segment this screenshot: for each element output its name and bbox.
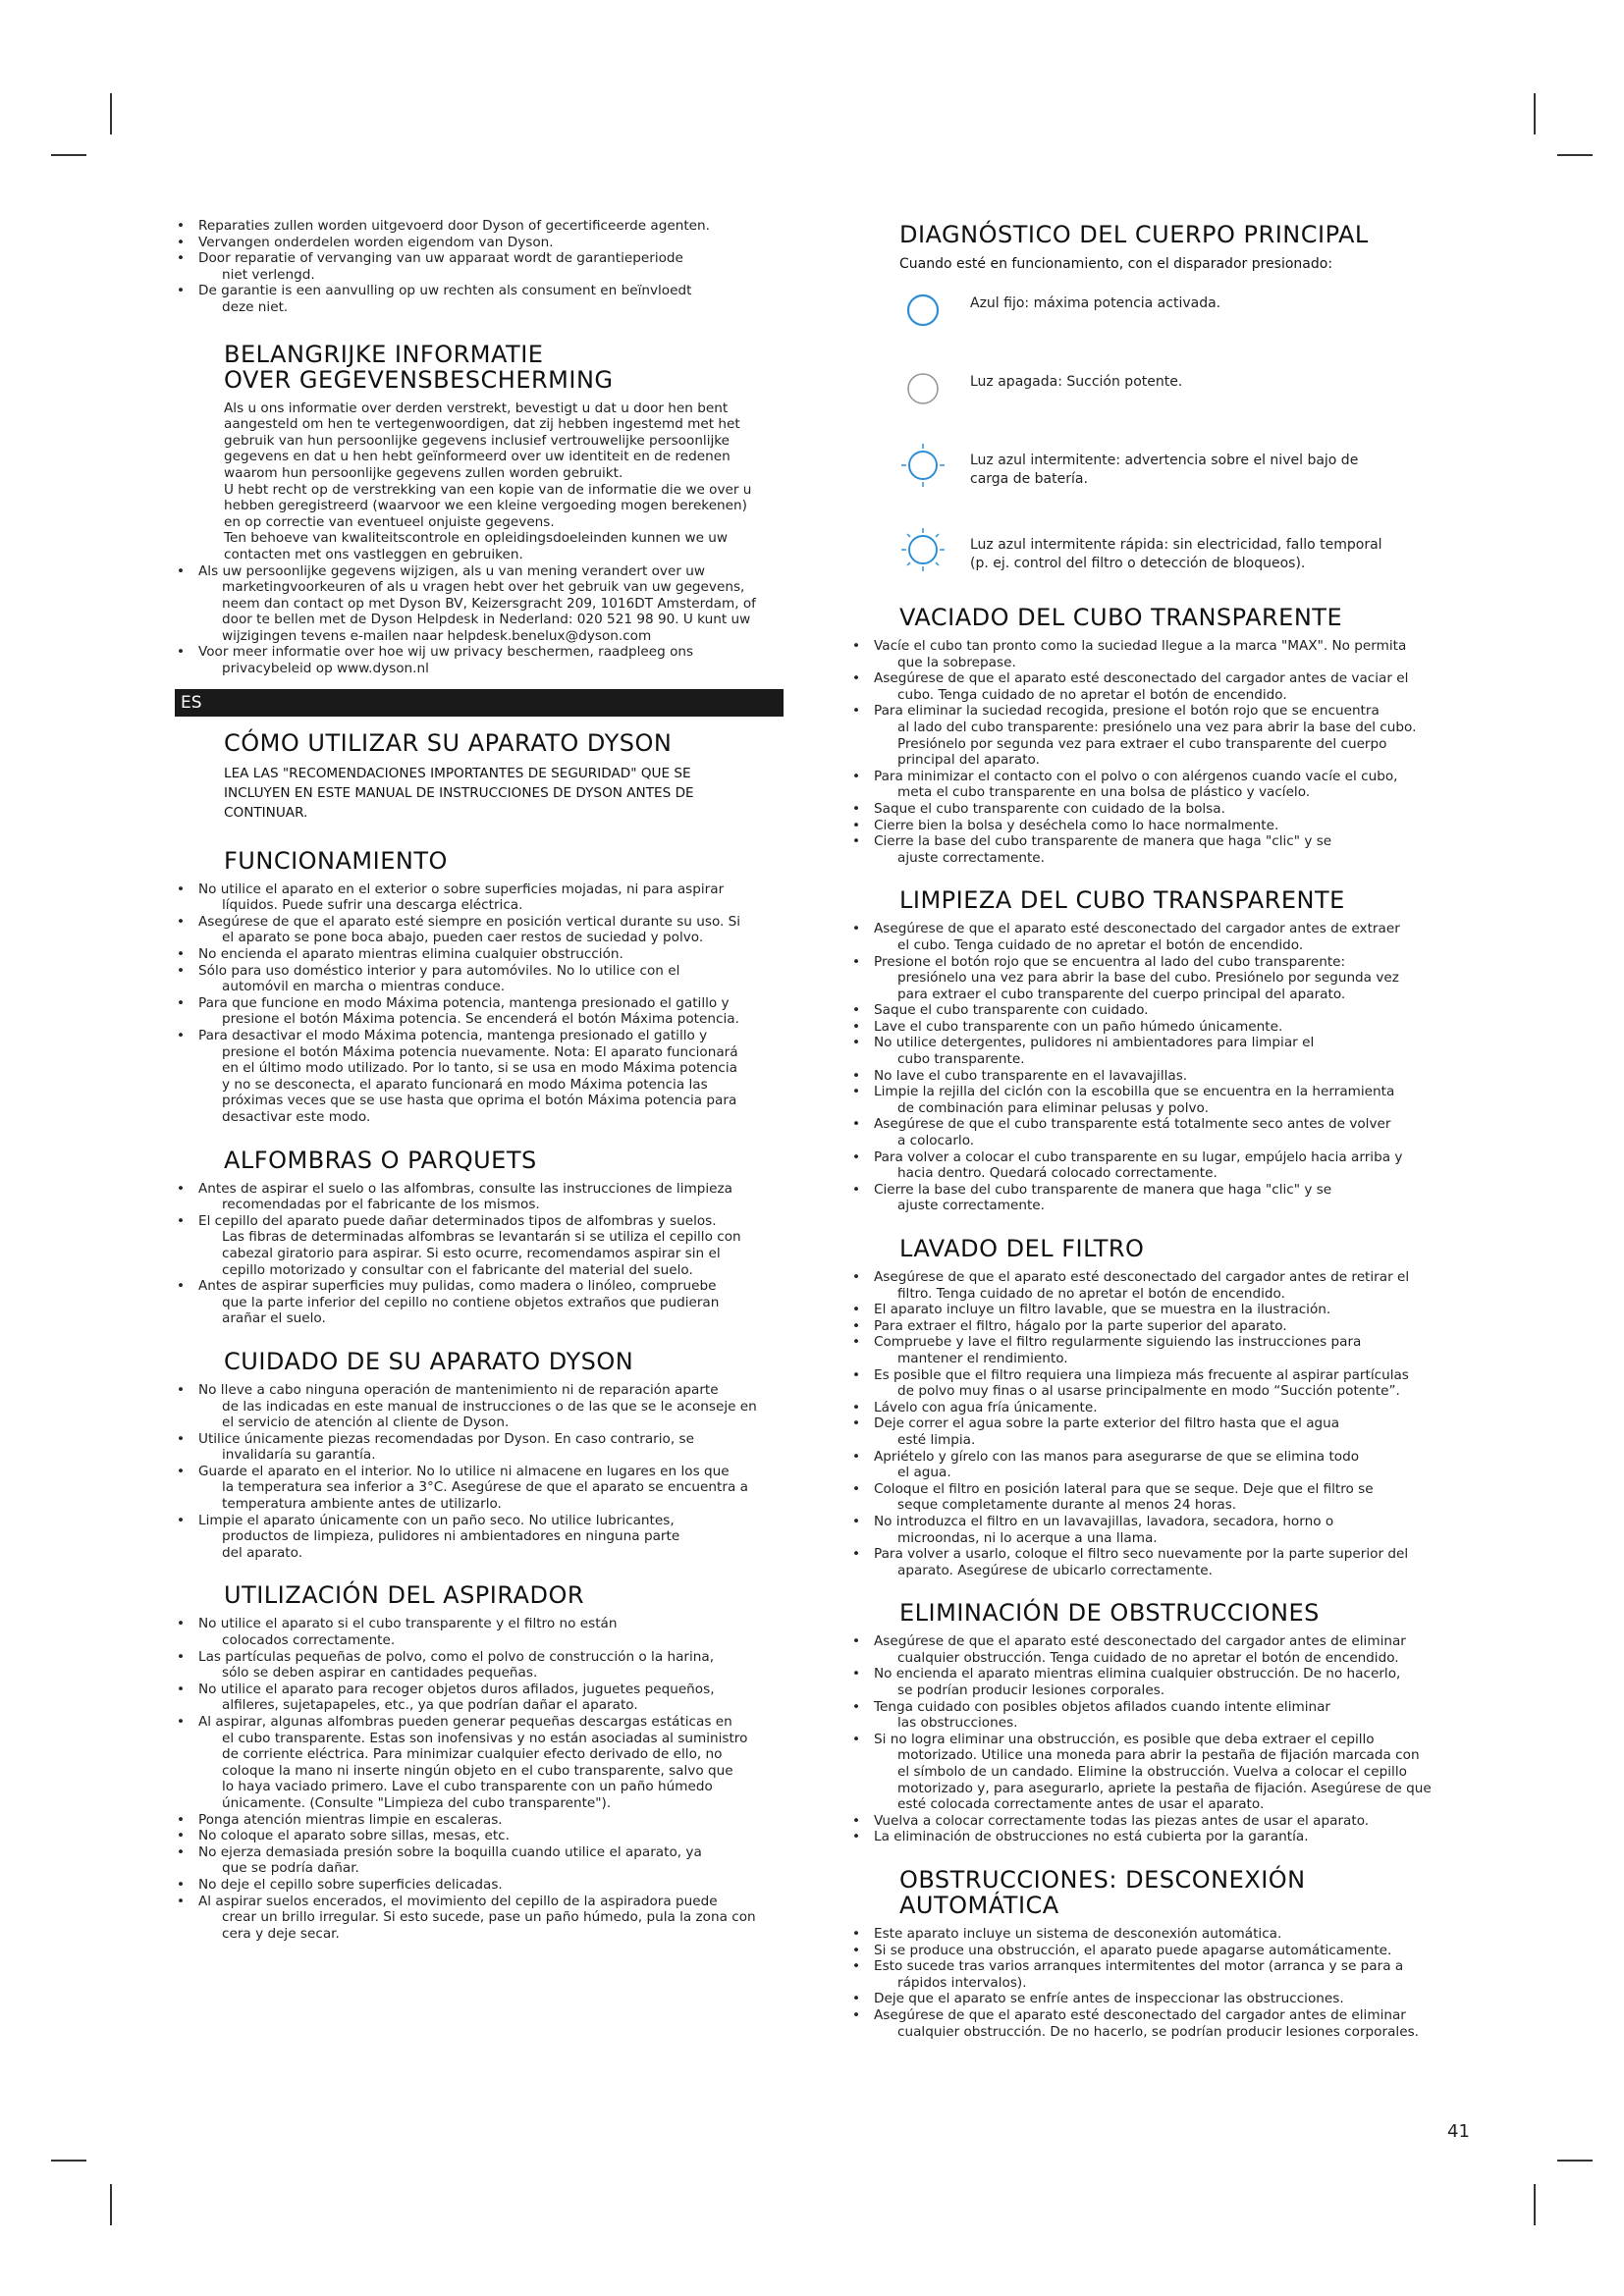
obstrucciones-heading-text: OBSTRUCCIONES: DESCONEXIÓN AUTOMÁTICA bbox=[899, 1866, 1306, 1919]
obstrucciones-heading bbox=[899, 1867, 1459, 1918]
privacy-list bbox=[175, 563, 784, 677]
eliminacion-heading bbox=[899, 1600, 1459, 1626]
warranty-list bbox=[175, 218, 784, 316]
eliminacion-list bbox=[850, 1633, 1459, 1845]
list-item-text: • No lleve a cabo ninguna operación de mantenimiento ni de reparación aparte bbox=[198, 1381, 719, 1398]
list-item-text: • La eliminación de obstrucciones no está cubierta por la garantía. bbox=[874, 1829, 1309, 1845]
crop-mark bbox=[1534, 93, 1536, 134]
list-item-text: • Vuelva a colocar correctamente todas las piezas antes de usar el aparato. bbox=[874, 1812, 1370, 1829]
paragraph-line: waarom hun persoonlijke gegevens zullen worden gebruikt. bbox=[224, 464, 623, 481]
list-item bbox=[850, 818, 1459, 834]
list-item bbox=[850, 1958, 1459, 1991]
paragraph-line: U hebt recht op de verstrekking van een kopie van de informatie die we over u bbox=[224, 481, 752, 498]
cuidado-heading-text: CUIDADO DE SU APARATO DYSON bbox=[224, 1347, 634, 1375]
list-item bbox=[175, 1828, 784, 1844]
list-item-text: • No encienda el aparato mientras elimina cualquier obstrucción. De no hacerlo, bbox=[874, 1666, 1401, 1682]
list-item bbox=[850, 1182, 1459, 1214]
obstrucciones-list bbox=[850, 1926, 1459, 2040]
list-item bbox=[850, 1991, 1459, 2007]
list-item bbox=[850, 1415, 1459, 1448]
list-item-text: • No coloque el aparato sobre sillas, mesas, etc. bbox=[198, 1828, 510, 1844]
list-item bbox=[175, 914, 784, 946]
list-item bbox=[175, 1877, 784, 1894]
list-item-continuation: deze niet. bbox=[222, 298, 289, 315]
list-item-text: • Si se produce una obstrucción, el aparato puede apagarse automáticamente. bbox=[874, 1942, 1392, 1958]
list-item-text: • Tenga cuidado con posibles objetos afilados cuando intente eliminar bbox=[874, 1698, 1331, 1715]
list-item-text: • Para volver a usarlo, coloque el filtro seco nuevamente por la parte superior del bbox=[874, 1546, 1409, 1563]
list-item-text: • No utilice el aparato para recoger objetos duros afilados, juguetes pequeños, bbox=[198, 1681, 715, 1697]
list-item bbox=[850, 1546, 1459, 1578]
crop-mark bbox=[1557, 154, 1593, 156]
list-item bbox=[850, 1699, 1459, 1732]
vaciado-heading bbox=[899, 605, 1459, 630]
list-item-text: • Als uw persoonlijke gegevens wijzigen, als u van mening verandert over uw bbox=[198, 562, 705, 579]
off-circle-icon bbox=[899, 365, 947, 412]
list-item-text: • Door reparatie of vervanging van uw apparaat wordt de garantieperiode bbox=[198, 250, 683, 267]
list-item bbox=[175, 1464, 784, 1513]
list-item bbox=[175, 1513, 784, 1562]
list-item-continuation: presione el botón Máxima potencia nuevamente. Nota: El aparato funcionará en el último modo utilizado. Por lo tanto, si se usa en modo Máxima potencia y no se desconecta, el aparato funcionará en modo Máxima potencia las próximas veces que se use hasta que oprima el botón Máxima potencia para desactivar este modo. bbox=[222, 1043, 738, 1125]
list-item-continuation: esté limpia. bbox=[897, 1431, 976, 1448]
diagnostic-solid-blue bbox=[899, 287, 1459, 365]
list-item bbox=[850, 921, 1459, 953]
list-item-text: • De garantie is een aanvulling op uw rechten als consument en beïnvloedt bbox=[198, 283, 692, 299]
list-item-continuation: líquidos. Puede sufrir una descarga eléctrica. bbox=[222, 897, 523, 914]
list-item bbox=[850, 1149, 1459, 1182]
right-column bbox=[850, 218, 1459, 2040]
list-item-continuation: la temperatura sea inferior a 3°C. Asegúrese de que el aparato se encuentra a temperatura ambiente antes de utilizarlo. bbox=[222, 1479, 748, 1513]
list-item bbox=[850, 1084, 1459, 1116]
list-item bbox=[175, 1616, 784, 1648]
list-item-text: • Para desactivar el modo Máxima potencia, mantenga presionado el gatillo y bbox=[198, 1028, 708, 1043]
list-item-text: • Voor meer informatie over hoe wij uw privacy beschermen, raadpleeg ons bbox=[198, 644, 694, 661]
list-item-text: • No encienda el aparato mientras elimina cualquier obstrucción. bbox=[198, 946, 623, 963]
list-item-continuation: al lado del cubo transparente: presiónelo una vez para abrir la base del cubo. Presiónelo por segunda vez para extraer el cubo transparente del cuerpo principal del aparato. bbox=[897, 719, 1417, 769]
utilizacion-heading bbox=[224, 1582, 784, 1608]
list-item bbox=[850, 1732, 1459, 1813]
list-item-text: • No utilice el aparato en el exterior o sobre superficies mojadas, ni para aspirar bbox=[198, 881, 725, 897]
list-item-text: • Deje que el aparato se enfríe antes de inspeccionar las obstrucciones. bbox=[874, 1991, 1344, 2007]
list-item bbox=[850, 1334, 1459, 1366]
list-item bbox=[175, 1714, 784, 1812]
privacy-text bbox=[224, 400, 784, 563]
paragraph-line: contacten met ons vastleggen en gebruiken. bbox=[224, 546, 523, 562]
list-item bbox=[175, 995, 784, 1028]
list-item bbox=[175, 1894, 784, 1943]
list-item bbox=[850, 1068, 1459, 1085]
list-item-text: • Asegúrese de que el aparato esté desconectado del cargador antes de eliminar bbox=[874, 1633, 1406, 1650]
list-item-text: • Esto sucede tras varios arranques intermitentes del motor (arranca y se para a bbox=[874, 1958, 1404, 1975]
list-item bbox=[175, 1278, 784, 1327]
list-item-text: • Lave el cubo transparente con un paño húmedo únicamente. bbox=[874, 1018, 1283, 1035]
list-item bbox=[175, 218, 784, 235]
list-item-continuation: colocados correctamente. bbox=[222, 1632, 396, 1649]
paragraph-line: Ten behoeve van kwaliteitscontrole en opleidingsdoeleinden kunnen we uw bbox=[224, 530, 728, 547]
list-item-text: • Utilice únicamente piezas recomendadas por Dyson. En caso contrario, se bbox=[198, 1430, 694, 1447]
list-item-text: • Deje correr el agua sobre la parte exterior del filtro hasta que el agua bbox=[874, 1415, 1340, 1432]
list-item-continuation: crear un brillo irregular. Si esto sucede, pase un paño húmedo, pula la zona con cera y deje secar. bbox=[222, 1909, 756, 1942]
limpieza-list bbox=[850, 921, 1459, 1214]
list-item bbox=[175, 1812, 784, 1829]
list-item-text: • Saque el cubo transparente con cuidado de la bolsa. bbox=[874, 800, 1225, 817]
list-item bbox=[850, 1813, 1459, 1830]
list-item-text: • Coloque el filtro en posición lateral para que se seque. Deje que el filtro se bbox=[874, 1480, 1374, 1497]
list-item-continuation: de combinación para eliminar pelusas y polvo. bbox=[897, 1099, 1209, 1116]
alfombras-list bbox=[175, 1181, 784, 1327]
list-item bbox=[850, 670, 1459, 703]
list-item-continuation: las obstrucciones. bbox=[897, 1715, 1018, 1732]
como-heading bbox=[224, 730, 784, 756]
paragraph-line: aangesteld om hen te vertegenwoordigen, dat zij hebben ingestemd met het bbox=[224, 416, 740, 433]
list-item-text: • Al aspirar, algunas alfombras pueden generar pequeñas descargas estáticas en bbox=[198, 1714, 732, 1730]
list-item bbox=[850, 1019, 1459, 1036]
list-item-text: • El cepillo del aparato puede dañar determinados tipos de alfombras y suelos. bbox=[198, 1212, 717, 1229]
diagnostic-text: Azul fijo: máxima potencia activada. bbox=[970, 295, 1221, 311]
funcionamiento-heading-text: FUNCIONAMIENTO bbox=[224, 846, 448, 875]
list-item-text: • Saque el cubo transparente con cuidado. bbox=[874, 1002, 1149, 1019]
list-item-text: • Este aparato incluye un sistema de desconexión automática. bbox=[874, 1926, 1282, 1942]
list-item bbox=[175, 1382, 784, 1431]
list-item bbox=[850, 769, 1459, 801]
left-column bbox=[175, 218, 784, 1942]
list-item-continuation: cualquier obstrucción. Tenga cuidado de no apretar el botón de encendido. bbox=[897, 1649, 1399, 1666]
list-item-text: • Asegúrese de que el aparato esté desconectado del cargador antes de retirar el bbox=[874, 1269, 1410, 1285]
list-item-continuation: marketingvoorkeuren of als u vragen hebt over het gebruik van uw gegevens, neem dan contact op met Dyson BV, Keizersgracht 209, 1016DT Amsterdam, of door te bellen met de Dyson Helpdesk in Nederland: 020 521 98 90. U kunt uw wijzigingen tevens e-mailen naar helpdesk.benelux@dyson.com bbox=[222, 579, 756, 644]
list-item-text: • Al aspirar suelos encerados, el movimiento del cepillo de la aspiradora puede bbox=[198, 1893, 718, 1909]
list-item bbox=[175, 250, 784, 283]
list-item-text: • Es posible que el filtro requiera una limpieza más frecuente al aspirar partículas bbox=[874, 1366, 1409, 1383]
list-item-continuation: cubo transparente. bbox=[897, 1051, 1025, 1068]
vaciado-heading-text: VACIADO DEL CUBO TRANSPARENTE bbox=[899, 604, 1343, 631]
list-item-text: • No ejerza demasiada presión sobre la boquilla cuando utilice el aparato, ya bbox=[198, 1843, 702, 1860]
list-item-continuation: recomendadas por el fabricante de los mismos. bbox=[222, 1197, 540, 1213]
paragraph-line: hebben geregistreerd (waarvoor we een kleine vergoeding mogen berekenen) bbox=[224, 498, 747, 514]
list-item-text: • Apriételo y gírelo con las manos para asegurarse de que se elimina todo bbox=[874, 1448, 1360, 1465]
list-item bbox=[850, 1400, 1459, 1416]
list-item-text: • Para volver a colocar el cubo transparente en su lugar, empújelo hacia arriba y bbox=[874, 1148, 1403, 1165]
crop-mark bbox=[1534, 2184, 1536, 2225]
diagnostic-flashing bbox=[899, 444, 1459, 528]
list-item-text: • No lave el cubo transparente en el lavavajillas. bbox=[874, 1067, 1188, 1084]
list-item bbox=[850, 1449, 1459, 1481]
fast-flashing-blue-circle-icon bbox=[899, 526, 947, 573]
list-item-text: • Asegúrese de que el aparato esté desconectado del cargador antes de vaciar el bbox=[874, 670, 1409, 687]
list-item-text: • Ponga atención mientras limpie en escaleras. bbox=[198, 1811, 503, 1828]
list-item bbox=[850, 1318, 1459, 1335]
privacy-heading-line-1: BELANGRIJKE INFORMATIE bbox=[224, 340, 544, 368]
paragraph-line: gebruik van hun persoonlijke gegevens inclusief vertrouwelijke persoonlijke bbox=[224, 432, 731, 449]
list-item-continuation: a colocarlo. bbox=[897, 1133, 975, 1149]
list-item bbox=[175, 1682, 784, 1714]
list-item bbox=[175, 1649, 784, 1682]
list-item-text: • No deje el cepillo sobre superficies delicadas. bbox=[198, 1876, 503, 1893]
list-item bbox=[850, 1367, 1459, 1400]
list-item bbox=[175, 235, 784, 251]
list-item-continuation: el cubo transparente. Estas son inofensivas y no están asociadas al suministro de corriente eléctrica. Para minimizar cualquier efecto derivado de ello, no coloque la mano ni inserte ningún objeto en el cubo transparente, salvo que lo haya vaciado primero. Lave el cubo transparente con un paño húmedo únicamente. (Consulte "Limpieza del cubo transparente"). bbox=[222, 1730, 748, 1811]
list-item-continuation: cualquier obstrucción. De no hacerlo, se podrían producir lesiones corporales. bbox=[897, 2023, 1419, 2040]
list-item bbox=[175, 946, 784, 963]
list-item-text: • Para minimizar el contacto con el polvo o con alérgenos cuando vacíe el cubo, bbox=[874, 768, 1398, 784]
crop-mark bbox=[51, 2160, 86, 2162]
list-item bbox=[850, 1002, 1459, 1019]
diagnostic-text: Luz azul intermitente rápida: sin electricidad, fallo temporal (p. ej. control del filtro o detección de bloqueos). bbox=[970, 537, 1382, 571]
vaciado-list bbox=[850, 638, 1459, 866]
crop-mark bbox=[110, 93, 112, 134]
list-item bbox=[850, 2007, 1459, 2040]
language-bar-es bbox=[175, 689, 784, 717]
list-item-continuation: el cubo. Tenga cuidado de no apretar el botón de encendido. bbox=[897, 936, 1304, 953]
list-item-continuation: Las fibras de determinadas alfombras se levantarán si se utiliza el cepillo con cabezal giratorio para aspirar. Si esto ocurre, recomendamos aspirar sin el cepillo motorizado y consultar con el fabricante del material del suelo. bbox=[222, 1229, 741, 1278]
como-heading-text: CÓMO UTILIZAR SU APARATO DYSON bbox=[224, 728, 673, 757]
funcionamiento-heading bbox=[224, 848, 784, 874]
list-item-continuation: productos de limpieza, pulidores ni ambientadores en ninguna parte del aparato. bbox=[222, 1528, 680, 1561]
list-item-text: • No utilice detergentes, pulidores ni ambientadores para limpiar el bbox=[874, 1035, 1315, 1051]
list-item-continuation: filtro. Tenga cuidado de no apretar el botón de encendido. bbox=[897, 1285, 1285, 1302]
cuidado-list bbox=[175, 1382, 784, 1562]
list-item bbox=[175, 1181, 784, 1213]
list-item-continuation: que se podría dañar. bbox=[222, 1860, 359, 1877]
alfombras-heading-text: ALFOMBRAS O PARQUETS bbox=[224, 1146, 537, 1174]
list-item-continuation: ajuste correctamente. bbox=[897, 1198, 1045, 1214]
list-item bbox=[850, 638, 1459, 670]
list-item-continuation: que la sobrepase. bbox=[897, 654, 1016, 670]
list-item-continuation: alfileres, sujetapapeles, etc., ya que podrían dañar el aparato. bbox=[222, 1697, 638, 1714]
list-item-continuation: cubo. Tenga cuidado de no apretar el botón de encendido. bbox=[897, 686, 1287, 703]
list-item-continuation: motorizado. Utilice una moneda para abrir la pestaña de fijación marcada con el símbolo de un candado. Elimine la obstrucción. Vuelva a colocar el cepillo motorizado y, para asegurarlo, apriete la pestaña de fijación. Asegúrese de que esté colocada correctamente antes de usar el aparato. bbox=[897, 1747, 1432, 1813]
diagnostic-text: Luz apagada: Succión potente. bbox=[970, 374, 1183, 390]
crop-mark bbox=[110, 2184, 112, 2225]
list-item bbox=[850, 1269, 1459, 1302]
list-item-continuation: microondas, ni lo acerque a una llama. bbox=[897, 1529, 1158, 1546]
list-item-text: • Si no logra eliminar una obstrucción, es posible que deba extraer el cepillo bbox=[874, 1731, 1375, 1747]
list-item-text: • No utilice el aparato si el cubo transparente y el filtro no están bbox=[198, 1616, 618, 1632]
list-item bbox=[850, 1035, 1459, 1067]
list-item-continuation: aparato. Asegúrese de ubicarlo correctamente. bbox=[897, 1562, 1213, 1578]
list-item bbox=[175, 1844, 784, 1877]
paragraph-line: en op correctie van eventueel onjuiste gegevens. bbox=[224, 513, 555, 530]
diagnostico-heading-text: DIAGNÓSTICO DEL CUERPO PRINCIPAL bbox=[899, 221, 1369, 248]
diagnostic-text: Luz azul intermitente: advertencia sobre el nivel bajo de carga de batería. bbox=[970, 453, 1359, 487]
list-item-continuation: de las indicadas en este manual de instrucciones o de las que se le aconseje en el servicio de atención al cliente de Dyson. bbox=[222, 1398, 757, 1431]
lavado-list bbox=[850, 1269, 1459, 1578]
list-item bbox=[175, 1431, 784, 1464]
list-item bbox=[850, 1666, 1459, 1698]
list-item-continuation: que la parte inferior del cepillo no contiene objetos extraños que pudieran arañar el suelo. bbox=[222, 1294, 720, 1327]
diagnostico-subtitle: Cuando esté en funcionamiento, con el disparador presionado: bbox=[899, 256, 1333, 272]
solid-blue-circle-icon bbox=[899, 287, 947, 334]
list-item-text: • Guarde el aparato en el interior. No lo utilice ni almacene en lugares en los que bbox=[198, 1463, 730, 1479]
list-item-text: • Presione el botón rojo que se encuentra al lado del cubo transparente: bbox=[874, 953, 1346, 970]
list-item bbox=[850, 954, 1459, 1003]
list-item-continuation: ajuste correctamente. bbox=[897, 849, 1045, 866]
list-item-continuation: rápidos intervalos). bbox=[897, 1974, 1027, 1991]
diagnostic-off bbox=[899, 365, 1459, 444]
lavado-heading bbox=[899, 1236, 1459, 1261]
list-item-text: • Asegúrese de que el aparato esté siempre en posición vertical durante su uso. Si bbox=[198, 913, 741, 930]
privacy-heading-line-2: OVER GEGEVENSBESCHERMING bbox=[224, 365, 614, 394]
list-item-text: • Compruebe y lave el filtro regularmente siguiendo las instrucciones para bbox=[874, 1334, 1362, 1351]
list-item-text: • Cierre bien la bolsa y deséchela como lo hace normalmente. bbox=[874, 817, 1279, 833]
list-item bbox=[850, 1116, 1459, 1148]
list-item bbox=[175, 881, 784, 914]
list-item-continuation: hacia dentro. Quedará colocado correctamente. bbox=[897, 1165, 1218, 1182]
como-warning: LEA LAS "RECOMENDACIONES IMPORTANTES DE SEGURIDAD" QUE SE INCLUYEN EN ESTE MANUAL DE INSTRUCCIONES DE DYSON ANTES DE CONTINUAR. bbox=[224, 765, 694, 821]
page-number: 41 bbox=[1447, 2121, 1470, 2142]
eliminacion-heading-text: ELIMINACIÓN DE OBSTRUCCIONES bbox=[899, 1599, 1320, 1628]
diagnostic-fast-flashing bbox=[899, 528, 1459, 597]
list-item bbox=[850, 801, 1459, 818]
cuidado-heading bbox=[224, 1349, 784, 1374]
diagnostico-heading bbox=[899, 222, 1459, 247]
list-item bbox=[850, 1302, 1459, 1318]
funcionamiento-list bbox=[175, 881, 784, 1126]
list-item-text: • Limpie la rejilla del ciclón con la escobilla que se encuentra en la herramienta bbox=[874, 1084, 1395, 1100]
list-item bbox=[850, 1481, 1459, 1514]
list-item-continuation: meta el cubo transparente en una bolsa de plástico y vacíelo. bbox=[897, 784, 1311, 801]
list-item-text: • Antes de aspirar superficies muy pulidas, como madera o linóleo, compruebe bbox=[198, 1278, 717, 1295]
list-item bbox=[175, 1028, 784, 1126]
list-item-text: • No introduzca el filtro en un lavavajillas, lavadora, secadora, horno o bbox=[874, 1513, 1334, 1529]
crop-mark bbox=[1557, 2160, 1593, 2162]
flashing-blue-circle-icon bbox=[899, 442, 947, 489]
limpieza-heading bbox=[899, 887, 1459, 913]
list-item-text: • Asegúrese de que el cubo transparente está totalmente seco antes de volver bbox=[874, 1116, 1391, 1133]
list-item-continuation: automóvil en marcha o mientras conduce. bbox=[222, 979, 506, 995]
list-item-continuation: el aparato se pone boca abajo, pueden caer restos de suciedad y polvo. bbox=[222, 930, 704, 946]
list-item bbox=[175, 283, 784, 315]
list-item-text: • Antes de aspirar el suelo o las alfombras, consulte las instrucciones de limpieza bbox=[198, 1180, 732, 1197]
list-item-text: • Lávelo con agua fría únicamente. bbox=[874, 1399, 1098, 1415]
crop-mark bbox=[51, 154, 86, 156]
list-item bbox=[175, 644, 784, 676]
list-item-text: • Las partículas pequeñas de polvo, como el polvo de construcción o la harina, bbox=[198, 1648, 715, 1665]
list-item bbox=[175, 563, 784, 645]
list-item-text: • Para que funcione en modo Máxima potencia, mantenga presionado el gatillo y bbox=[198, 994, 730, 1011]
list-item-continuation: de polvo muy finas o al usarse principalmente en modo “Succión potente”. bbox=[897, 1383, 1400, 1400]
privacy-heading bbox=[224, 342, 784, 393]
utilizacion-heading-text: UTILIZACIÓN DEL ASPIRADOR bbox=[224, 1581, 585, 1610]
list-item-text: • Limpie el aparato únicamente con un paño seco. No utilice lubricantes, bbox=[198, 1512, 675, 1528]
lavado-heading-text: LAVADO DEL FILTRO bbox=[899, 1235, 1145, 1262]
list-item-text: • Cierre la base del cubo transparente de manera que haga "clic" y se bbox=[874, 1181, 1332, 1198]
alfombras-heading bbox=[224, 1148, 784, 1173]
language-label: ES bbox=[181, 692, 202, 713]
paragraph-line: Als u ons informatie over derden verstrekt, bevestigt u dat u door hen bent bbox=[224, 400, 729, 416]
list-item-text: • Asegúrese de que el aparato esté desconectado del cargador antes de eliminar bbox=[874, 2006, 1406, 2023]
list-item bbox=[850, 1633, 1459, 1666]
list-item-continuation: presione el botón Máxima potencia. Se encenderá el botón Máxima potencia. bbox=[222, 1011, 739, 1028]
list-item-continuation: el agua. bbox=[897, 1465, 951, 1481]
list-item-continuation: sólo se deben aspirar en cantidades pequeñas. bbox=[222, 1665, 538, 1682]
list-item-continuation: se podrían producir lesiones corporales. bbox=[897, 1682, 1165, 1699]
list-item-text: • Vacíe el cubo tan pronto como la suciedad llegue a la marca "MAX". No permita bbox=[874, 638, 1407, 654]
paragraph-line: gegevens en dat u hen hebt geïnformeerd over uw identiteit en de redenen bbox=[224, 449, 731, 465]
list-item bbox=[850, 833, 1459, 866]
list-item bbox=[175, 1213, 784, 1278]
list-item-text: • Sólo para uso doméstico interior y para automóviles. No lo utilice con el bbox=[198, 962, 680, 979]
list-item bbox=[850, 1926, 1459, 1943]
list-item-continuation: invalidaría su garantía. bbox=[222, 1447, 376, 1464]
list-item-continuation: niet verlengd. bbox=[222, 266, 315, 283]
list-item-continuation: presiónelo una vez para abrir la base del cubo. Presiónelo por segunda vez para extraer el cubo transparente del cuerpo principal del aparato. bbox=[897, 970, 1399, 1002]
list-item-text: • Reparaties zullen worden uitgevoerd door Dyson of gecertificeerde agenten. bbox=[198, 218, 710, 234]
list-item bbox=[850, 1829, 1459, 1845]
list-item-text: • Asegúrese de que el aparato esté desconectado del cargador antes de extraer bbox=[874, 921, 1400, 937]
list-item bbox=[850, 1514, 1459, 1546]
limpieza-heading-text: LIMPIEZA DEL CUBO TRANSPARENTE bbox=[899, 886, 1345, 915]
list-item-text: • Vervangen onderdelen worden eigendom van Dyson. bbox=[198, 234, 554, 250]
list-item bbox=[175, 963, 784, 995]
list-item-continuation: mantener el rendimiento. bbox=[897, 1350, 1068, 1366]
list-item bbox=[850, 1943, 1459, 1959]
list-item-continuation: privacybeleid op www.dyson.nl bbox=[222, 661, 429, 677]
list-item-text: • El aparato incluye un filtro lavable, que se muestra en la ilustración. bbox=[874, 1302, 1331, 1318]
list-item bbox=[850, 703, 1459, 768]
list-item-text: • Para eliminar la suciedad recogida, presione el botón rojo que se encuentra bbox=[874, 703, 1380, 720]
utilizacion-list bbox=[175, 1616, 784, 1942]
list-item-text: • Para extraer el filtro, hágalo por la parte superior del aparato. bbox=[874, 1317, 1287, 1334]
list-item-continuation: seque completamente durante al menos 24 horas. bbox=[897, 1497, 1237, 1514]
list-item-text: • Cierre la base del cubo transparente de manera que haga "clic" y se bbox=[874, 833, 1332, 850]
